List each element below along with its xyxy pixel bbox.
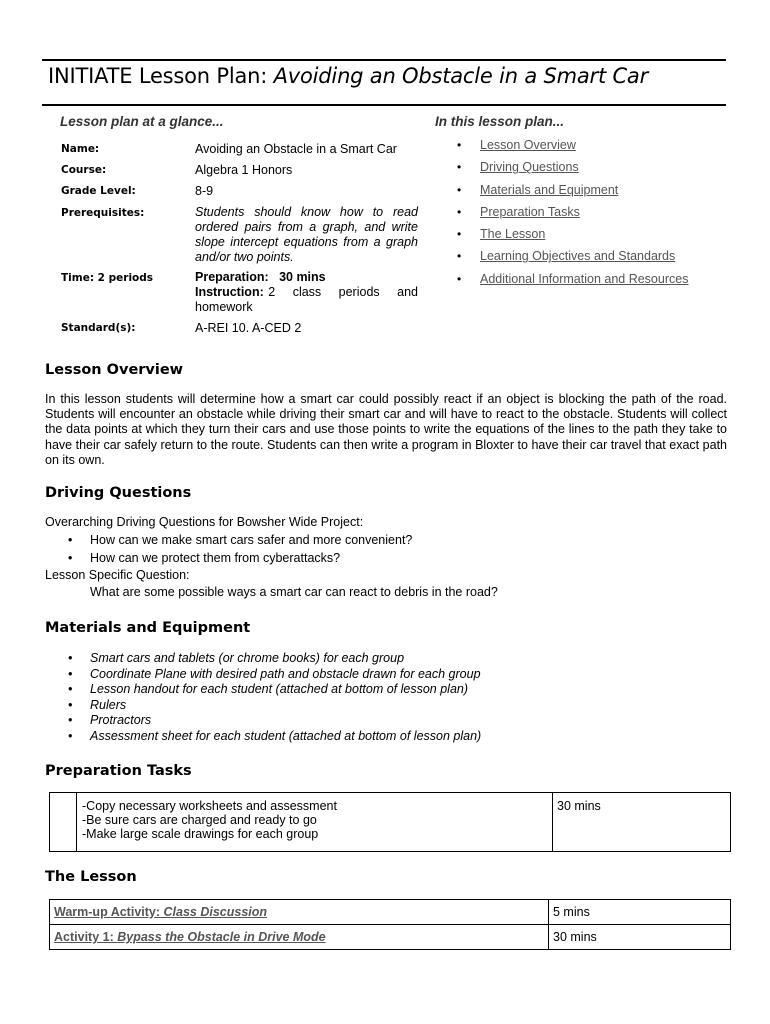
glance-heading: Lesson plan at a glance... bbox=[60, 114, 224, 129]
prep-heading: Preparation Tasks bbox=[45, 763, 192, 779]
lesson-table bbox=[49, 899, 731, 950]
prep-table bbox=[49, 792, 731, 852]
prep-task: -Make large scale drawings for each group bbox=[82, 827, 319, 841]
course-label: Course: bbox=[61, 164, 107, 176]
prerequisites-label: Prerequisites: bbox=[61, 207, 145, 219]
prep-time-cell: 30 mins bbox=[553, 793, 731, 852]
material-item: • Assessment sheet for each student (attached at bottom of lesson plan) bbox=[68, 729, 481, 745]
lesson-heading: The Lesson bbox=[45, 869, 137, 885]
standards-value: A-REI 10. A-CED 2 bbox=[195, 321, 302, 335]
time-label: Time: 2 periods bbox=[61, 272, 154, 284]
activity-time: 30 mins bbox=[549, 925, 731, 950]
toc-item bbox=[455, 272, 688, 294]
activity-prefix: Activity 1: bbox=[54, 930, 118, 944]
materials-heading: Materials and Equipment bbox=[45, 620, 251, 636]
toc-link-the-lesson[interactable]: The Lesson bbox=[480, 227, 546, 242]
prerequisites-value: Students should know how to read ordered pairs from a graph, and write slope intercept equations from a graph and/or two points. bbox=[195, 205, 418, 264]
prep-task: -Copy necessary worksheets and assessment bbox=[82, 799, 337, 813]
activity-name: Class Discussion bbox=[163, 905, 268, 919]
driving-question-list bbox=[68, 533, 412, 568]
name-label: Name: bbox=[61, 143, 100, 155]
time-value bbox=[195, 270, 418, 315]
table-row bbox=[50, 793, 731, 852]
overarching-label: Overarching Driving Questions for Bowsher Wide Project: bbox=[45, 515, 364, 529]
toc-link-lesson-overview[interactable]: Lesson Overview bbox=[480, 138, 576, 152]
table-row bbox=[50, 925, 731, 950]
title-prefix: INITIATE Lesson Plan: bbox=[48, 64, 274, 88]
activity-cell bbox=[50, 900, 549, 925]
preparation-value: 30 mins bbox=[279, 270, 326, 284]
title-lesson-name: Avoiding an Obstacle in a Smart Car bbox=[273, 64, 649, 88]
activity-prefix: Warm-up Activity: bbox=[54, 905, 164, 919]
title-rule-bottom bbox=[42, 104, 726, 106]
toc-item bbox=[455, 227, 688, 249]
toc-item bbox=[455, 160, 688, 182]
toc-link-preparation-tasks[interactable]: Preparation Tasks bbox=[480, 204, 580, 219]
instruction-label: Instruction: bbox=[195, 285, 264, 299]
activity-link-warm-up[interactable] bbox=[54, 905, 267, 919]
driving-question: • How can we protect them from cyberattacks? bbox=[68, 551, 412, 569]
name-value: Avoiding an Obstacle in a Smart Car bbox=[195, 142, 397, 156]
grade-level-label: Grade Level: bbox=[61, 185, 136, 197]
toc-item bbox=[455, 249, 688, 271]
toc-link-objectives-standards[interactable]: Learning Objectives and Standards bbox=[480, 249, 676, 264]
course-value: Algebra 1 Honors bbox=[195, 163, 293, 177]
overview-heading: Lesson Overview bbox=[45, 362, 184, 378]
toc-heading: In this lesson plan... bbox=[435, 114, 565, 129]
material-item: • Coordinate Plane with desired path and obstacle drawn for each group bbox=[68, 667, 481, 683]
preparation-label: Preparation: bbox=[195, 270, 269, 284]
prep-tasks-cell bbox=[77, 793, 553, 852]
specific-question-label: Lesson Specific Question: bbox=[45, 568, 190, 582]
driving-heading: Driving Questions bbox=[45, 485, 192, 501]
standards-label: Standard(s): bbox=[61, 322, 136, 334]
toc-item bbox=[455, 205, 688, 227]
material-item: • Lesson handout for each student (attached at bottom of lesson plan) bbox=[68, 682, 481, 698]
activity-link-activity-1[interactable] bbox=[54, 930, 326, 944]
prep-task: -Be sure cars are charged and ready to go bbox=[82, 813, 317, 827]
title-rule-top bbox=[42, 59, 726, 61]
overview-text: In this lesson students will determine how a smart car could possibly react if an object is blocking the path of the road. Students will encounter an obstacle while driving their smart car and will have to react to the obstacle. Students will collect the data points at which they turn their cars and use those points to write the equations of the lines to the path they take to have their car safely return to the route. Students can then write a program in Bloxter to have their car travel that exact path on its own. bbox=[45, 392, 727, 467]
grade-level-value: 8-9 bbox=[195, 184, 214, 198]
instruction-value: 2 class periods and homework bbox=[195, 285, 418, 314]
activity-name: Bypass the Obstacle in Drive Mode bbox=[117, 930, 326, 944]
driving-question: • How can we make smart cars safer and more convenient? bbox=[68, 533, 412, 551]
specific-question: What are some possible ways a smart car can react to debris in the road? bbox=[90, 585, 498, 599]
toc-link-additional-info[interactable]: Additional Information and Resources bbox=[480, 271, 689, 286]
page-title bbox=[48, 64, 648, 88]
activity-time: 5 mins bbox=[549, 900, 731, 925]
material-item: • Protractors bbox=[68, 713, 481, 729]
materials-list bbox=[68, 651, 481, 744]
toc-item bbox=[455, 183, 688, 205]
toc-item bbox=[455, 138, 688, 160]
prep-spacer-cell bbox=[50, 793, 77, 852]
toc-list bbox=[455, 138, 688, 294]
material-item: • Rulers bbox=[68, 698, 481, 714]
activity-cell bbox=[50, 925, 549, 950]
toc-link-driving-questions[interactable]: Driving Questions bbox=[480, 160, 579, 175]
toc-link-materials[interactable]: Materials and Equipment bbox=[480, 182, 619, 197]
table-row bbox=[50, 900, 731, 925]
material-item: • Smart cars and tablets (or chrome books) for each group bbox=[68, 651, 481, 667]
